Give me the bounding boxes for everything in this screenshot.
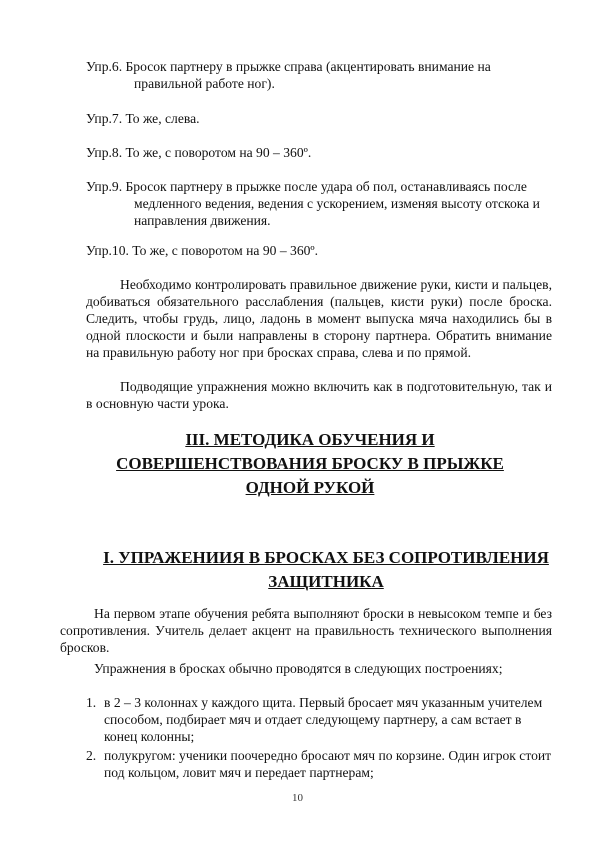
exercise-9 bbox=[86, 178, 556, 229]
first-stage-paragraph: На первом этапе обучения ребята выполняют броски в невысоком темпе и без сопротивления. Учитель делает акцент на правильность технического выполнения бросков. bbox=[60, 606, 552, 655]
section-heading-main-line-1: III. МЕТОДИКА ОБУЧЕНИЯ И bbox=[185, 430, 435, 449]
control-paragraph: Необходимо контролировать правильное движение руки, кисти и пальцев, добиваться обязательного расслабления (пальцев, кисти руки) после броска. Следить, чтобы грудь, лицо, ладонь в момент выпуска мяча находились бы в одной плоскости и были направлены в сторону партнера. Обратить внимание на правильную работу ног при бросках справа, слева и по прямой. bbox=[86, 277, 552, 360]
exercise-6 bbox=[86, 58, 556, 92]
list-item bbox=[86, 694, 552, 745]
exercise-9-line-2: медленного ведения, ведения с ускорением, изменяя высоту отскока и направления движения. bbox=[134, 196, 540, 228]
exercise-7-line-1: Упр.7. То же, слева. bbox=[86, 111, 200, 126]
list-item-text: полукругом: ученики поочередно бросают мяч по корзине. Один игрок стоит под кольцом, ловит мяч и передает партнерам; bbox=[104, 748, 552, 780]
list-item-number: 1. bbox=[86, 695, 97, 710]
section-heading-sub-line-1: I. УПРАЖЕНИИЯ В БРОСКАХ БЕЗ СОПРОТИВЛЕНИЯ bbox=[103, 548, 549, 567]
list-item-text: в 2 – 3 колоннах у каждого щита. Первый бросает мяч указанным учителем способом, подбирает мяч и отдает следующему партнеру, а сам встает в конец колонны; bbox=[104, 695, 543, 744]
exercise-8-line-1: Упр.8. То же, с поворотом на 90 – 360º. bbox=[86, 145, 312, 160]
exercise-7 bbox=[86, 110, 556, 127]
section-heading-main bbox=[60, 428, 560, 500]
exercise-8 bbox=[86, 144, 556, 161]
list-item-number: 2. bbox=[86, 748, 97, 763]
formations-intro: Упражнения в бросках обычно проводятся в следующих построениях; bbox=[94, 661, 503, 676]
section-heading-main-line-3: ОДНОЙ РУКОЙ bbox=[245, 478, 375, 497]
lead-up-paragraph: Подводящие упражнения можно включить как в подготовительную, так и в основную части урока. bbox=[86, 379, 552, 411]
list-item bbox=[86, 747, 552, 781]
exercise-9-line-1: Упр.9. Бросок партнеру в прыжке после удара об пол, останавливаясь после bbox=[86, 179, 527, 194]
page-number: 10 bbox=[292, 792, 303, 804]
section-heading-sub-line-2: ЗАЩИТНИКА bbox=[268, 572, 384, 591]
exercise-6-line-1: Упр.6. Бросок партнеру в прыжке справа (акцентировать внимание на bbox=[86, 59, 491, 74]
section-heading-sub bbox=[76, 546, 576, 594]
section-heading-main-line-2: СОВЕРШЕНСТВОВАНИЯ БРОСКУ В ПРЫЖКЕ bbox=[116, 454, 504, 473]
exercise-10 bbox=[86, 242, 556, 259]
exercise-10-line-1: Упр.10. То же, с поворотом на 90 – 360º. bbox=[86, 243, 319, 258]
exercise-6-line-2: правильной работе ног). bbox=[134, 76, 275, 91]
formations-list bbox=[86, 694, 552, 783]
